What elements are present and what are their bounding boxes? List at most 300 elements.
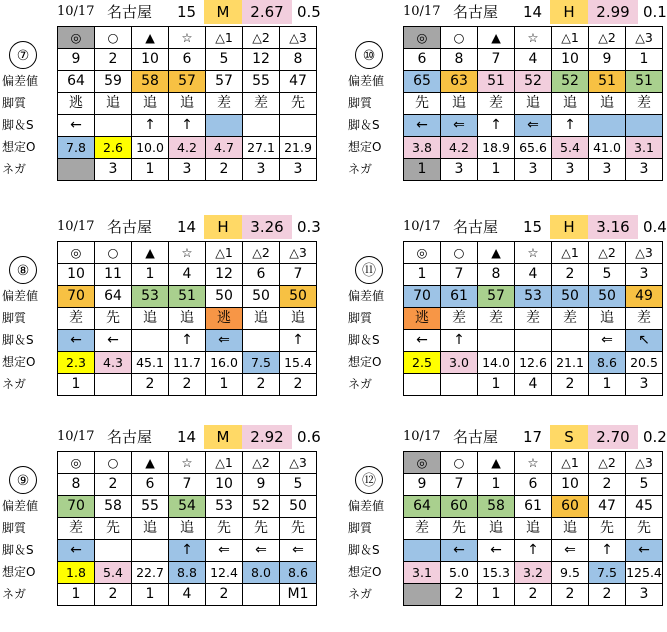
grid-cell bbox=[404, 540, 441, 562]
grid-cell: 5.0 bbox=[441, 562, 478, 584]
grid-cell: 3 bbox=[515, 159, 552, 181]
grid-cell: 64 bbox=[95, 286, 132, 308]
grid-cell bbox=[404, 584, 441, 606]
grid-cell: 追 bbox=[169, 308, 206, 330]
grid-cell: 3 bbox=[626, 374, 663, 396]
row-label: 偏差値 bbox=[2, 499, 39, 513]
grid-cell: 2 bbox=[552, 374, 589, 396]
race-number: ⑦ bbox=[9, 41, 37, 69]
grid-cell: 追 bbox=[478, 518, 515, 540]
grid-cell bbox=[552, 330, 589, 352]
row-label: 想定O bbox=[2, 355, 36, 369]
race-runner-count: 17 bbox=[523, 428, 543, 446]
expected-odds-row bbox=[404, 137, 663, 159]
race-mark-row bbox=[404, 242, 663, 264]
grid-cell: 9 bbox=[58, 49, 95, 71]
grid-cell: △2 bbox=[243, 452, 280, 474]
grid-cell: △3 bbox=[626, 27, 663, 49]
grid-cell: ← bbox=[58, 540, 95, 562]
grid-cell: 50 bbox=[589, 286, 626, 308]
grid-cell: 61 bbox=[515, 496, 552, 518]
grid-cell: 3 bbox=[589, 159, 626, 181]
grid-cell: 50 bbox=[243, 286, 280, 308]
grid-cell: ← bbox=[404, 115, 441, 137]
grid-cell: 53 bbox=[132, 286, 169, 308]
grid-cell: 追 bbox=[552, 518, 589, 540]
grid-cell: 5.4 bbox=[552, 137, 589, 159]
grid-cell: 2 bbox=[552, 264, 589, 286]
grid-cell: 55 bbox=[132, 496, 169, 518]
grid-cell: 70 bbox=[58, 496, 95, 518]
expected-odds-row bbox=[58, 562, 317, 584]
grid-cell: ▲ bbox=[478, 452, 515, 474]
grid-cell: 2.3 bbox=[58, 352, 95, 374]
grid-cell: 7.5 bbox=[243, 352, 280, 374]
grid-cell: 先 bbox=[95, 518, 132, 540]
grid-cell: 125.4 bbox=[626, 562, 663, 584]
row-label: 脚＆S bbox=[2, 333, 34, 347]
running-style-row bbox=[58, 93, 317, 115]
grid-cell: 55 bbox=[243, 71, 280, 93]
grid-cell: 先 bbox=[404, 93, 441, 115]
grid-cell: △1 bbox=[206, 242, 243, 264]
grid-cell bbox=[95, 374, 132, 396]
grid-cell: 2 bbox=[441, 584, 478, 606]
grid-cell: 1 bbox=[132, 264, 169, 286]
grid-cell: △1 bbox=[552, 27, 589, 49]
race-runner-count: 15 bbox=[177, 3, 197, 21]
grid-cell: 3 bbox=[95, 159, 132, 181]
grid-cell: ○ bbox=[95, 242, 132, 264]
grid-cell: 53 bbox=[515, 286, 552, 308]
grid-cell bbox=[589, 115, 626, 137]
grid-cell: ↖ bbox=[626, 330, 663, 352]
race-venue: 名古屋 bbox=[453, 218, 499, 236]
race-mark-row bbox=[58, 27, 317, 49]
row-label: 脚＆S bbox=[348, 333, 380, 347]
grid-cell: △2 bbox=[243, 27, 280, 49]
grid-cell: 5 bbox=[589, 264, 626, 286]
row-label: 偏差値 bbox=[2, 289, 39, 303]
race-date: 10/17 bbox=[403, 429, 441, 444]
grid-cell: ▲ bbox=[132, 452, 169, 474]
race-runner-count: 15 bbox=[523, 218, 543, 236]
grid-cell bbox=[243, 584, 280, 606]
race-grade: H bbox=[550, 0, 588, 24]
running-style-row bbox=[404, 308, 663, 330]
grid-cell: ▲ bbox=[132, 242, 169, 264]
grid-cell: ← bbox=[478, 540, 515, 562]
grid-cell: 1 bbox=[58, 374, 95, 396]
grid-cell: 51 bbox=[626, 71, 663, 93]
grid-cell: 51 bbox=[169, 286, 206, 308]
grid-cell: 60 bbox=[441, 496, 478, 518]
race-header bbox=[403, 215, 667, 239]
grid-cell: 3.0 bbox=[441, 352, 478, 374]
grid-cell: 50 bbox=[552, 286, 589, 308]
grid-cell: ⇐ bbox=[552, 540, 589, 562]
grid-cell: 1.8 bbox=[58, 562, 95, 584]
grid-cell: 61 bbox=[441, 286, 478, 308]
grid-cell: 差 bbox=[243, 93, 280, 115]
grid-cell: 1 bbox=[132, 584, 169, 606]
race-venue: 名古屋 bbox=[107, 428, 153, 446]
grid-cell: 差 bbox=[404, 518, 441, 540]
race-mark-row bbox=[58, 242, 317, 264]
grid-cell: 追 bbox=[552, 93, 589, 115]
deviation-row bbox=[58, 286, 317, 308]
grid-cell: 57 bbox=[169, 71, 206, 93]
grid-cell: 6 bbox=[404, 49, 441, 71]
grid-cell: 12.6 bbox=[515, 352, 552, 374]
row-label: 脚質 bbox=[348, 521, 373, 535]
grid-cell: 2 bbox=[589, 474, 626, 496]
grid-cell: 1 bbox=[404, 159, 441, 181]
grid-cell bbox=[626, 115, 663, 137]
horse-number-row bbox=[404, 49, 663, 71]
race-index-value-2: 0.6 bbox=[297, 428, 321, 446]
grid-cell: 1 bbox=[404, 264, 441, 286]
grid-cell: ↑ bbox=[169, 115, 206, 137]
grid-cell: ☆ bbox=[169, 27, 206, 49]
grid-cell: 15.3 bbox=[478, 562, 515, 584]
race-mark-row bbox=[404, 452, 663, 474]
grid-cell: 2 bbox=[95, 49, 132, 71]
grid-cell: 逃 bbox=[58, 93, 95, 115]
grid-cell: △2 bbox=[589, 27, 626, 49]
grid-cell: ☆ bbox=[515, 242, 552, 264]
grid-cell: 追 bbox=[441, 93, 478, 115]
race-venue: 名古屋 bbox=[453, 428, 499, 446]
grid-cell bbox=[95, 115, 132, 137]
grid-cell: 7 bbox=[169, 474, 206, 496]
grid-cell: 2 bbox=[280, 374, 317, 396]
grid-cell: 6 bbox=[515, 474, 552, 496]
grid-cell: ⇐ bbox=[515, 115, 552, 137]
horse-number-row bbox=[58, 49, 317, 71]
grid-cell: ↑ bbox=[169, 330, 206, 352]
grid-cell: △3 bbox=[280, 27, 317, 49]
deviation-row bbox=[58, 71, 317, 93]
grid-cell: 53 bbox=[206, 496, 243, 518]
race-runner-count: 14 bbox=[523, 3, 543, 21]
grid-cell: ← bbox=[441, 540, 478, 562]
grid-cell: 追 bbox=[589, 308, 626, 330]
running-style-row bbox=[58, 518, 317, 540]
row-label: ネガ bbox=[2, 162, 27, 176]
grid-cell: 5.4 bbox=[95, 562, 132, 584]
race-index-value: 2.92 bbox=[242, 425, 292, 449]
grid-cell: M1 bbox=[280, 584, 317, 606]
grid-cell: ← bbox=[626, 540, 663, 562]
grid-cell: 9 bbox=[589, 49, 626, 71]
grid-cell: 16.0 bbox=[206, 352, 243, 374]
legs-speed-row bbox=[404, 115, 663, 137]
grid-cell: 50 bbox=[206, 286, 243, 308]
grid-cell: 50 bbox=[280, 496, 317, 518]
race-header bbox=[57, 215, 357, 239]
grid-cell: 追 bbox=[243, 308, 280, 330]
grid-cell: 4 bbox=[515, 49, 552, 71]
grid-cell: 追 bbox=[95, 93, 132, 115]
grid-cell bbox=[280, 115, 317, 137]
race-index-value-2: 0.4 bbox=[643, 218, 667, 236]
grid-cell: 49 bbox=[626, 286, 663, 308]
grid-cell: 1 bbox=[478, 374, 515, 396]
grid-cell: ○ bbox=[95, 27, 132, 49]
grid-cell: ⇐ bbox=[441, 115, 478, 137]
row-label: 脚質 bbox=[2, 311, 27, 325]
grid-cell: 59 bbox=[95, 71, 132, 93]
race-index-value: 2.70 bbox=[588, 425, 638, 449]
grid-cell: 1 bbox=[626, 49, 663, 71]
grid-cell: 8.8 bbox=[169, 562, 206, 584]
nega-row bbox=[404, 584, 663, 606]
grid-cell: 3 bbox=[626, 264, 663, 286]
grid-cell: 10 bbox=[206, 474, 243, 496]
grid-cell: 51 bbox=[589, 71, 626, 93]
grid-cell: 追 bbox=[169, 93, 206, 115]
race-grade: S bbox=[550, 425, 588, 449]
grid-cell: 8.0 bbox=[243, 562, 280, 584]
race-mark-row bbox=[404, 27, 663, 49]
grid-cell: 21.9 bbox=[280, 137, 317, 159]
deviation-row bbox=[404, 496, 663, 518]
grid-cell: ▲ bbox=[478, 27, 515, 49]
nega-row bbox=[404, 374, 663, 396]
race-grid bbox=[403, 241, 663, 396]
legs-speed-row bbox=[58, 330, 317, 352]
horse-number-row bbox=[58, 264, 317, 286]
grid-cell: ↑ bbox=[552, 115, 589, 137]
grid-cell: 10.0 bbox=[132, 137, 169, 159]
grid-cell: 6 bbox=[132, 474, 169, 496]
grid-cell: 5 bbox=[206, 49, 243, 71]
row-label: ネガ bbox=[348, 587, 373, 601]
nega-row bbox=[58, 584, 317, 606]
grid-cell: 8.6 bbox=[280, 562, 317, 584]
grid-cell bbox=[132, 540, 169, 562]
horse-number-row bbox=[404, 474, 663, 496]
grid-cell: 3 bbox=[626, 159, 663, 181]
grid-cell: 52 bbox=[552, 71, 589, 93]
grid-cell: ↑ bbox=[515, 540, 552, 562]
grid-cell: 差 bbox=[58, 518, 95, 540]
grid-cell: 18.9 bbox=[478, 137, 515, 159]
grid-cell: 先 bbox=[441, 518, 478, 540]
row-label: 想定O bbox=[348, 565, 382, 579]
grid-cell: 52 bbox=[515, 71, 552, 93]
grid-cell: 4.2 bbox=[169, 137, 206, 159]
grid-cell: 追 bbox=[515, 93, 552, 115]
grid-cell: 47 bbox=[280, 71, 317, 93]
race-index-value: 2.67 bbox=[242, 0, 292, 24]
row-label: 脚＆S bbox=[348, 118, 380, 132]
grid-cell: 63 bbox=[441, 71, 478, 93]
grid-cell: ← bbox=[58, 330, 95, 352]
grid-cell: 3 bbox=[280, 159, 317, 181]
grid-cell: ◎ bbox=[404, 242, 441, 264]
grid-cell: 差 bbox=[478, 93, 515, 115]
grid-cell: 9 bbox=[243, 474, 280, 496]
row-label: ネガ bbox=[348, 162, 373, 176]
grid-cell: 3.8 bbox=[404, 137, 441, 159]
grid-cell: 差 bbox=[626, 93, 663, 115]
grid-cell: 47 bbox=[589, 496, 626, 518]
row-label: 想定O bbox=[348, 355, 382, 369]
grid-cell: 45 bbox=[626, 496, 663, 518]
grid-cell: 1 bbox=[206, 374, 243, 396]
grid-cell: 2 bbox=[552, 584, 589, 606]
grid-cell: 51 bbox=[478, 71, 515, 93]
race-venue: 名古屋 bbox=[453, 3, 499, 21]
grid-cell: ▲ bbox=[478, 242, 515, 264]
grid-cell bbox=[132, 330, 169, 352]
grid-cell: △3 bbox=[626, 452, 663, 474]
grid-cell: 2 bbox=[95, 474, 132, 496]
grid-cell: 11.7 bbox=[169, 352, 206, 374]
grid-cell: 差 bbox=[626, 308, 663, 330]
grid-cell: ↑ bbox=[280, 330, 317, 352]
row-label: 偏差値 bbox=[348, 289, 385, 303]
row-label: 想定O bbox=[2, 140, 36, 154]
horse-number-row bbox=[404, 264, 663, 286]
grid-cell: 8 bbox=[478, 264, 515, 286]
grid-cell bbox=[206, 115, 243, 137]
grid-cell: 差 bbox=[206, 93, 243, 115]
race-number: ⑧ bbox=[9, 256, 37, 284]
race-date: 10/17 bbox=[57, 4, 95, 19]
grid-cell: 70 bbox=[404, 286, 441, 308]
grid-cell: 1 bbox=[132, 159, 169, 181]
grid-cell: 14.0 bbox=[478, 352, 515, 374]
deviation-row bbox=[58, 496, 317, 518]
grid-cell: 先 bbox=[280, 93, 317, 115]
grid-cell bbox=[441, 374, 478, 396]
grid-cell bbox=[243, 115, 280, 137]
race-grade: H bbox=[550, 215, 588, 239]
grid-cell: 10 bbox=[58, 264, 95, 286]
grid-cell: 先 bbox=[626, 518, 663, 540]
grid-cell: 先 bbox=[589, 518, 626, 540]
grid-cell: 3.1 bbox=[404, 562, 441, 584]
grid-cell: 1 bbox=[478, 474, 515, 496]
race-index-value: 2.99 bbox=[588, 0, 638, 24]
grid-cell: 12 bbox=[243, 49, 280, 71]
grid-cell: △3 bbox=[626, 242, 663, 264]
race-date: 10/17 bbox=[403, 219, 441, 234]
grid-cell: 2 bbox=[243, 374, 280, 396]
grid-cell: 21.1 bbox=[552, 352, 589, 374]
race-grid bbox=[57, 26, 317, 181]
grid-cell: 20.5 bbox=[626, 352, 663, 374]
grid-cell: 8.6 bbox=[589, 352, 626, 374]
expected-odds-row bbox=[404, 352, 663, 374]
grid-cell: ◎ bbox=[58, 242, 95, 264]
grid-cell: ▲ bbox=[132, 27, 169, 49]
grid-cell: 12 bbox=[206, 264, 243, 286]
grid-cell: 2 bbox=[95, 584, 132, 606]
grid-cell: ☆ bbox=[515, 27, 552, 49]
row-label: 想定O bbox=[2, 565, 36, 579]
grid-cell bbox=[515, 330, 552, 352]
grid-cell: ◎ bbox=[58, 27, 95, 49]
running-style-row bbox=[404, 518, 663, 540]
grid-cell: ⇐ bbox=[589, 330, 626, 352]
grid-cell: 5 bbox=[626, 474, 663, 496]
grid-cell: ⇐ bbox=[206, 540, 243, 562]
running-style-row bbox=[58, 308, 317, 330]
grid-cell: ○ bbox=[441, 27, 478, 49]
grid-cell: 6 bbox=[243, 264, 280, 286]
grid-cell: ○ bbox=[441, 452, 478, 474]
grid-cell: 追 bbox=[169, 518, 206, 540]
grid-cell: 1 bbox=[58, 584, 95, 606]
race-venue: 名古屋 bbox=[107, 3, 153, 21]
grid-cell: 22.7 bbox=[132, 562, 169, 584]
race-index-value: 3.16 bbox=[588, 215, 638, 239]
grid-cell: 57 bbox=[206, 71, 243, 93]
deviation-row bbox=[404, 71, 663, 93]
race-index-value-2: 0.1 bbox=[643, 3, 667, 21]
grid-cell: 7 bbox=[441, 264, 478, 286]
grid-cell: 58 bbox=[95, 496, 132, 518]
grid-cell: 先 bbox=[95, 308, 132, 330]
row-label: 脚＆S bbox=[2, 543, 34, 557]
grid-cell: △2 bbox=[589, 242, 626, 264]
grid-cell: 差 bbox=[58, 308, 95, 330]
grid-cell: ↑ bbox=[478, 115, 515, 137]
grid-cell: 8 bbox=[280, 49, 317, 71]
race-number: ⑨ bbox=[9, 466, 37, 494]
grid-cell: 58 bbox=[132, 71, 169, 93]
nega-row bbox=[58, 374, 317, 396]
legs-speed-row bbox=[58, 115, 317, 137]
race-header bbox=[403, 425, 667, 449]
grid-cell: 3.1 bbox=[626, 137, 663, 159]
race-index-value-2: 0.3 bbox=[297, 218, 321, 236]
deviation-row bbox=[404, 286, 663, 308]
grid-cell: 6 bbox=[169, 49, 206, 71]
grid-cell: ⇐ bbox=[243, 540, 280, 562]
race-grid bbox=[57, 451, 317, 606]
legs-speed-row bbox=[404, 540, 663, 562]
grid-cell: △1 bbox=[206, 452, 243, 474]
grid-cell: 8 bbox=[441, 49, 478, 71]
grid-cell: △1 bbox=[206, 27, 243, 49]
race-grid bbox=[403, 451, 663, 606]
grid-cell: 41.0 bbox=[589, 137, 626, 159]
grid-cell bbox=[404, 374, 441, 396]
grid-cell bbox=[478, 330, 515, 352]
grid-cell: ◎ bbox=[404, 27, 441, 49]
grid-cell: ← bbox=[58, 115, 95, 137]
running-style-row bbox=[404, 93, 663, 115]
grid-cell: 3 bbox=[243, 159, 280, 181]
grid-cell: △2 bbox=[589, 452, 626, 474]
grid-cell: 65.6 bbox=[515, 137, 552, 159]
grid-cell: 追 bbox=[132, 93, 169, 115]
grid-cell: ↑ bbox=[132, 115, 169, 137]
grid-cell: 52 bbox=[243, 496, 280, 518]
row-label: 偏差値 bbox=[2, 74, 39, 88]
grid-cell: 2 bbox=[515, 584, 552, 606]
grid-cell: 10 bbox=[552, 474, 589, 496]
grid-cell: 差 bbox=[478, 308, 515, 330]
race-date: 10/17 bbox=[403, 4, 441, 19]
race-date: 10/17 bbox=[57, 429, 95, 444]
grid-cell: 2 bbox=[132, 374, 169, 396]
